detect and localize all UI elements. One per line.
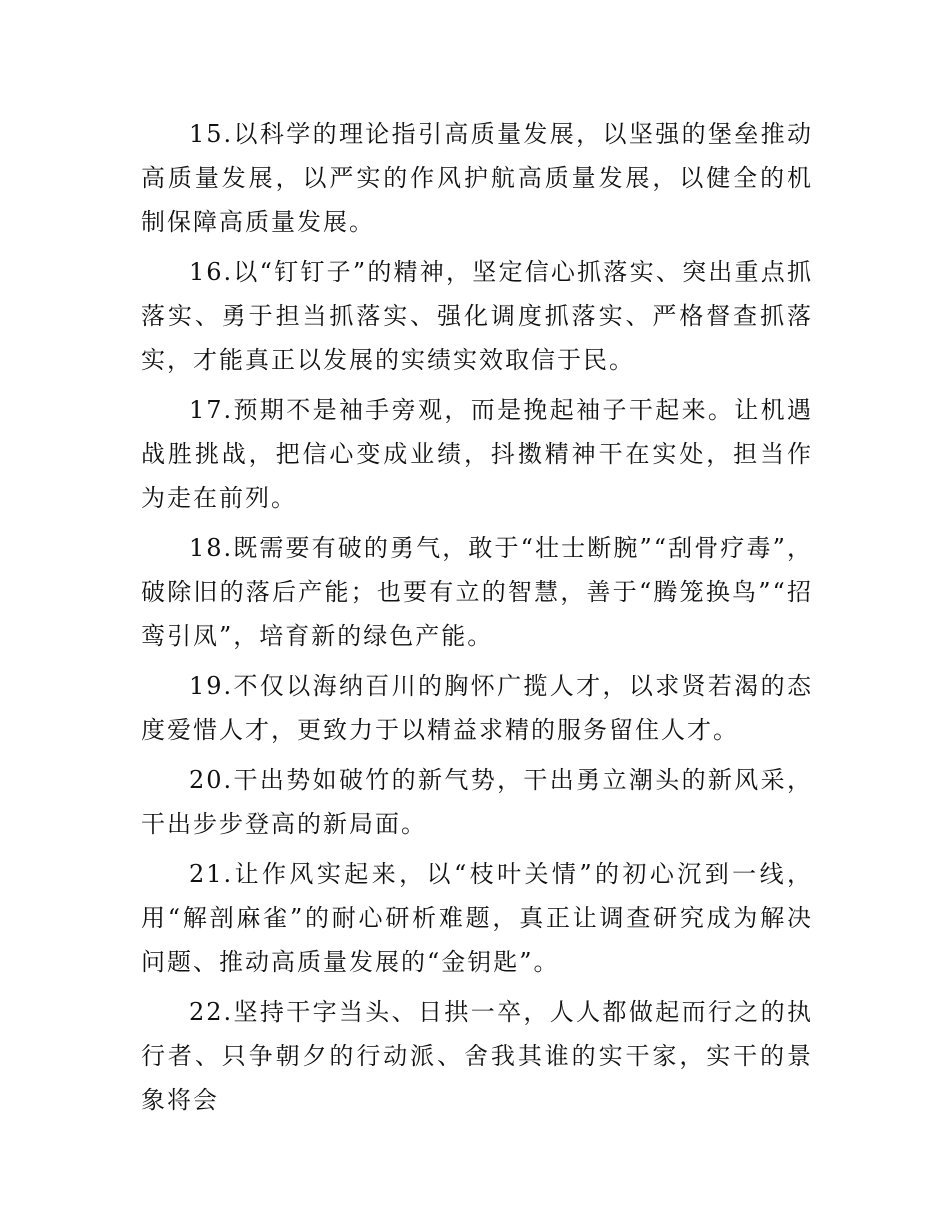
paragraph-18: 18.既需要有破的勇气，敢于“壮士断腕”“刮骨疗毒”，破除旧的落后产能；也要有立的智慧，善于“腾笼换鸟”“招鸾引凤”，培育新的绿色产能。 (141, 534, 813, 650)
paragraph-19: 19.不仅以海纳百川的胸怀广揽人才，以求贤若渴的态度爱惜人才，更致力于以精益求精的服务留住人才。 (141, 672, 813, 744)
paragraph-16: 16.以“钉钉子”的精神，坚定信心抓落实、突出重点抓落实、勇于担当抓落实、强化调度抓落实、严格督查抓落实，才能真正以发展的实绩实效取信于民。 (141, 258, 813, 374)
paragraph-17: 17.预期不是袖手旁观，而是挽起袖子干起来。让机遇战胜挑战，把信心变成业绩，抖擞精神干在实处，担当作为走在前列。 (141, 396, 813, 512)
paragraph-22: 22.坚持干字当头、日拱一卒，人人都做起而行之的执行者、只争朝夕的行动派、舍我其谁的实干家，实干的景象将会 (141, 998, 813, 1114)
paragraph-20: 20.干出势如破竹的新气势，干出勇立潮头的新风采，干出步步登高的新局面。 (141, 766, 813, 838)
paragraph-15: 15.以科学的理论指引高质量发展，以坚强的堡垒推动高质量发展，以严实的作风护航高质量发展，以健全的机制保障高质量发展。 (141, 120, 813, 236)
paragraph-21: 21.让作风实起来，以“枝叶关情”的初心沉到一线，用“解剖麻雀”的耐心研析难题，真正让调查研究成为解决问题、推动高质量发展的“金钥匙”。 (141, 860, 813, 976)
document-body (141, 112, 813, 1128)
